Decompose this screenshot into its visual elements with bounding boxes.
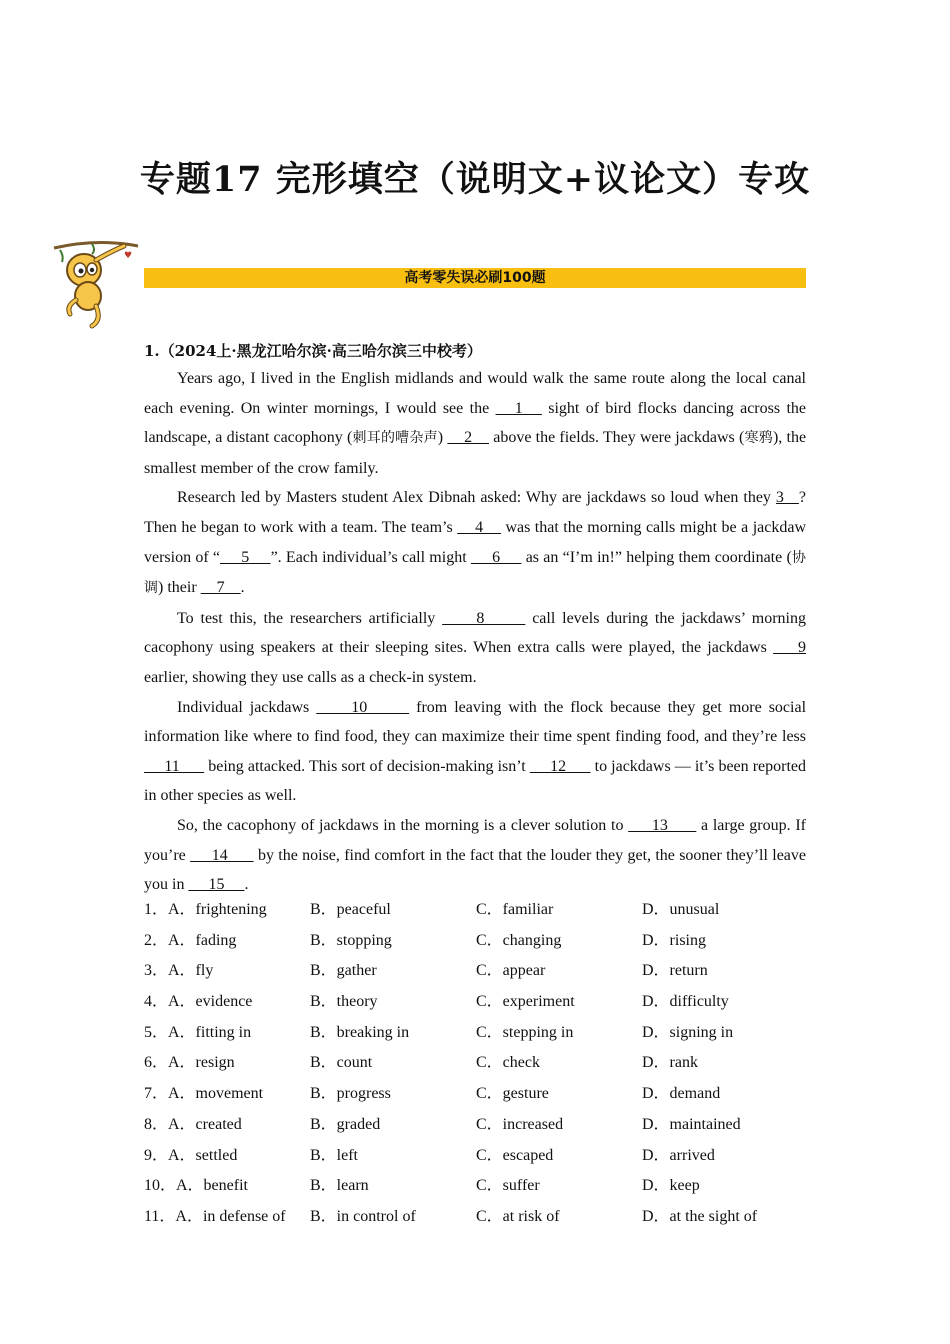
blank-1: 1 xyxy=(495,399,542,417)
blank-10: 10 xyxy=(316,698,410,716)
option-c: C．familiar xyxy=(476,901,554,918)
option-row xyxy=(144,1045,806,1076)
option-b: B．theory xyxy=(310,993,378,1011)
blank-9: 9 xyxy=(773,639,807,657)
option-b: B．learn xyxy=(310,1177,369,1195)
option-row xyxy=(144,1138,806,1169)
options-list xyxy=(144,892,806,1230)
option-b: B．in control of xyxy=(310,1207,416,1225)
option-a: 11．A．in defense of xyxy=(144,1207,286,1225)
option-a: 9．A．settled xyxy=(144,1146,238,1164)
option-d: D．keep xyxy=(642,1177,700,1195)
banner: 高考零失误必刷100题 xyxy=(144,268,806,288)
blank-2: 2 xyxy=(447,429,490,447)
option-c: C．at risk of xyxy=(476,1207,560,1225)
option-a: 4．A．evidence xyxy=(144,993,253,1011)
paragraph-3: To test this, the researchers artificially 8 call levels during the jackdaws’ morning cacophony using speakers at their sleeping sites. When extra calls were played, the jackdaws 9 earlier, showing they use calls as a check-in system. xyxy=(144,609,807,686)
option-d: D．signing in xyxy=(642,1023,734,1041)
option-c: C．experiment xyxy=(476,993,575,1011)
blank-8: 8 xyxy=(442,609,526,627)
svg-text:♥: ♥ xyxy=(124,251,133,261)
paragraph-4: Individual jackdaws 10 from leaving with the flock because they get more social information like where to find food, they can maximize their time spent finding food, and they’re less 11 being attacked. This sort of decision-making isn’t 12 to jackdaws — it’s been reported in other species as well. xyxy=(144,698,807,805)
option-d: D．arrived xyxy=(642,1146,715,1164)
option-a: 10．A．benefit xyxy=(144,1177,248,1195)
option-b: B．gather xyxy=(310,962,377,980)
option-row xyxy=(144,1015,806,1046)
option-row xyxy=(144,892,806,923)
option-c: C．changing xyxy=(476,931,562,949)
blank-5: 5 xyxy=(220,548,271,566)
paragraph-2: Research led by Masters student Alex Dibnah asked: Why are jackdaws so loud when they 3 ? Then he began to work with a team. The team’s 4 was that the morning calls might be a jackdaw version of “ 5 ”. Each individual’s call might 6 as an “I’m in!” helping them coordinate (协调) their 7 . xyxy=(144,489,807,597)
option-c: C．appear xyxy=(476,962,546,980)
option-d: D．demand xyxy=(642,1085,721,1103)
option-d: D．at the sight of xyxy=(642,1207,758,1225)
option-row xyxy=(144,1168,806,1199)
option-a: 5．A．fitting in xyxy=(144,1023,252,1041)
option-a: 8．A．created xyxy=(144,1115,242,1133)
option-d: D．maintained xyxy=(642,1115,741,1133)
option-c: C．suffer xyxy=(476,1177,540,1195)
option-d: D．rank xyxy=(642,1054,698,1072)
option-c: C．escaped xyxy=(476,1146,554,1164)
option-c: C．increased xyxy=(476,1115,564,1133)
monkey-mascot-icon xyxy=(52,240,142,330)
blank-4: 4 xyxy=(457,518,501,536)
blank-7: 7 xyxy=(200,579,241,597)
option-a: 1．A．frightening xyxy=(144,901,267,918)
option-a: 6．A．resign xyxy=(144,1054,235,1072)
blank-13: 13 xyxy=(628,816,697,834)
paragraph-1: Years ago, I lived in the English midlands and would walk the same route along the local canal each evening. On winter mornings, I would see the 1 sight of bird flocks dancing across the landscape, a distant cacophony (刺耳的嘈杂声) 2 above the fields. They were jackdaws (寒鸦), the smallest member of the crow family. xyxy=(144,370,807,477)
blank-15: 15 xyxy=(188,876,245,894)
option-b: B．count xyxy=(310,1054,373,1072)
option-c: C．gesture xyxy=(476,1085,549,1103)
passage xyxy=(144,364,806,900)
option-d: D．rising xyxy=(642,931,707,949)
option-a: 2．A．fading xyxy=(144,931,237,949)
option-d: D．difficulty xyxy=(642,993,729,1011)
option-row xyxy=(144,984,806,1015)
option-b: B．left xyxy=(310,1146,358,1164)
option-b: B．stopping xyxy=(310,931,392,949)
option-row xyxy=(144,923,806,954)
option-row xyxy=(144,1076,806,1107)
option-c: C．stepping in xyxy=(476,1023,574,1041)
option-b: B．graded xyxy=(310,1115,381,1133)
option-b: B．progress xyxy=(310,1085,391,1103)
option-b: B．peaceful xyxy=(310,901,391,918)
option-b: B．breaking in xyxy=(310,1023,410,1041)
option-row xyxy=(144,1107,806,1138)
option-a: 7．A．movement xyxy=(144,1085,264,1103)
blank-3: 3 xyxy=(775,489,799,507)
blank-14: 14 xyxy=(190,846,254,864)
question-header: 1.（2024上·黑龙江哈尔滨·高三哈尔滨三中校考） xyxy=(144,342,482,360)
option-a: 3．A．fly xyxy=(144,962,214,980)
option-c: C．check xyxy=(476,1054,540,1072)
option-d: D．unusual xyxy=(642,901,720,918)
paragraph-5: So, the cacophony of jackdaws in the morning is a clever solution to 13 a large group. If you’re 14 by the noise, find comfort in the fact that the louder they get, the sooner they’ll leave you in 15 . xyxy=(144,816,807,894)
blank-12: 12 xyxy=(529,757,591,775)
page-title: 专题17 完形填空（说明文+议论文）专攻 xyxy=(139,159,811,200)
option-d: D．return xyxy=(642,962,708,980)
blank-6: 6 xyxy=(470,548,522,566)
option-row xyxy=(144,1199,806,1230)
blank-11: 11 xyxy=(144,757,205,775)
option-row xyxy=(144,953,806,984)
